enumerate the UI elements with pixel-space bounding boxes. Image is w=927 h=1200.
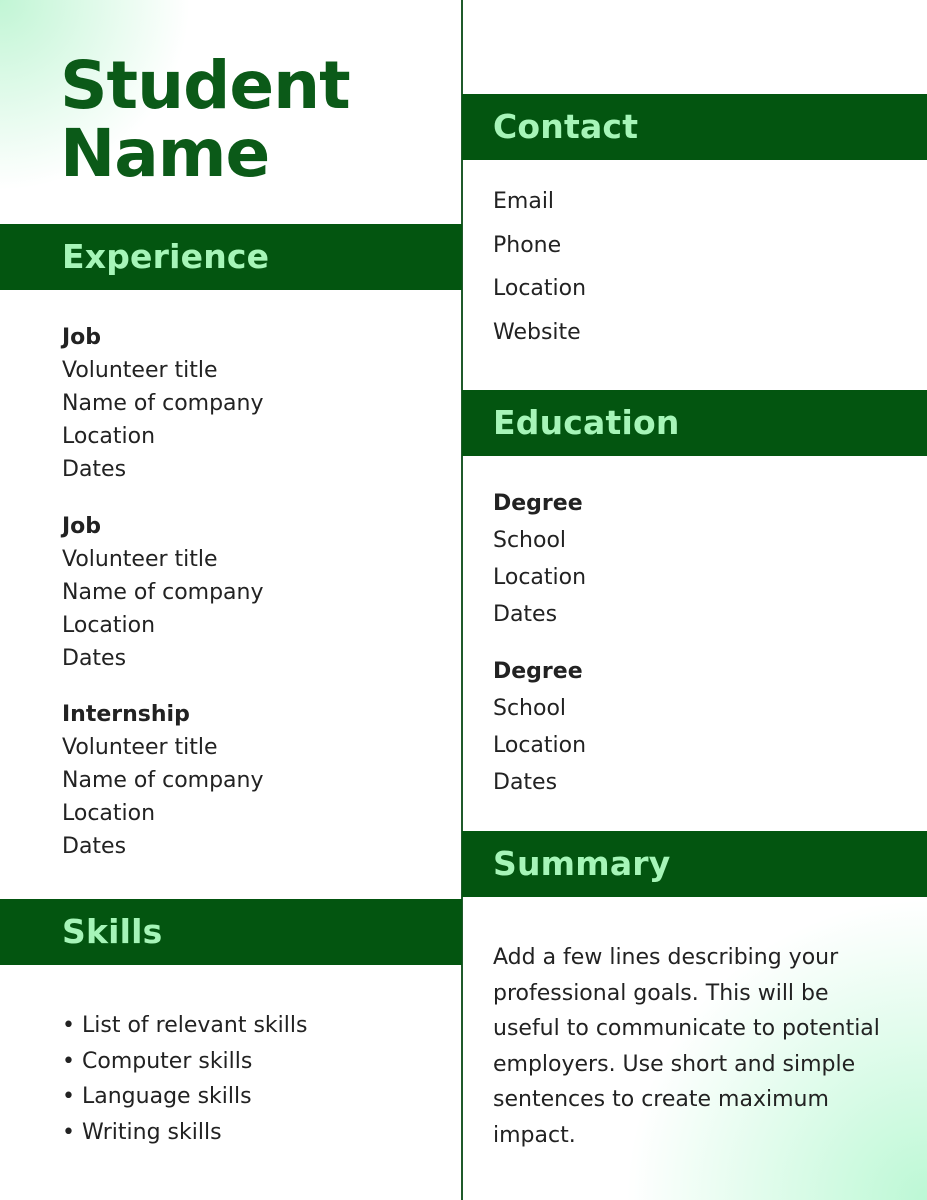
name-line-2: Name (60, 115, 270, 192)
summary-text: Add a few lines describing your professional goals. This will be useful to communicate to potential employers. Use short and simple sentences to create maximum impact. (493, 945, 880, 1148)
skill-label: Writing skills (82, 1119, 222, 1145)
experience-entry-2 (62, 510, 264, 675)
contact-heading: Contact (493, 107, 639, 146)
experience-title: Volunteer title (62, 735, 218, 760)
education-location: Location (493, 733, 587, 758)
experience-location: Location (62, 801, 156, 826)
experience-location: Location (62, 613, 156, 638)
summary-header (462, 831, 927, 897)
contact-website: Website (493, 319, 581, 345)
name-line-1: Student (60, 47, 350, 124)
skill-item (62, 1008, 307, 1044)
education-location: Location (493, 565, 587, 590)
skill-label: List of relevant skills (82, 1013, 308, 1038)
student-name (60, 47, 350, 192)
experience-entry-3 (62, 698, 264, 863)
experience-dates: Dates (62, 834, 127, 859)
experience-type: Internship (62, 702, 190, 727)
skill-item (62, 1115, 307, 1151)
skills-heading: Skills (62, 912, 163, 951)
skill-item (62, 1044, 307, 1080)
skills-list (62, 1008, 307, 1150)
contact-list (493, 180, 586, 354)
experience-company: Name of company (62, 768, 264, 793)
education-heading: Education (493, 403, 680, 442)
education-school: School (493, 528, 567, 553)
bullet-icon: • (62, 1013, 75, 1038)
experience-company: Name of company (62, 391, 264, 416)
experience-location: Location (62, 424, 156, 449)
experience-dates: Dates (62, 646, 127, 671)
experience-entry-1 (62, 321, 264, 486)
experience-header (0, 224, 462, 290)
education-header (462, 390, 927, 456)
experience-title: Volunteer title (62, 547, 218, 572)
skill-label: Language skills (82, 1084, 252, 1109)
skill-item (62, 1079, 307, 1115)
experience-type: Job (62, 325, 102, 350)
education-entry-1 (493, 485, 586, 633)
experience-dates: Dates (62, 457, 127, 482)
bullet-icon: • (62, 1048, 75, 1074)
experience-title: Volunteer title (62, 358, 218, 383)
education-entry-2 (493, 653, 586, 801)
education-school: School (493, 696, 567, 721)
contact-phone: Phone (493, 232, 562, 258)
contact-header (462, 94, 927, 160)
bullet-icon: • (62, 1084, 75, 1109)
bullet-icon: • (62, 1119, 75, 1145)
experience-company: Name of company (62, 580, 264, 605)
skill-label: Computer skills (82, 1048, 253, 1074)
contact-email: Email (493, 189, 555, 214)
skills-header (0, 899, 462, 965)
experience-type: Job (62, 514, 102, 539)
education-dates: Dates (493, 770, 558, 795)
column-divider (461, 0, 463, 1200)
education-dates: Dates (493, 602, 558, 627)
experience-heading: Experience (62, 237, 270, 276)
education-degree: Degree (493, 659, 583, 684)
contact-location: Location (493, 276, 587, 301)
summary-heading: Summary (493, 844, 671, 883)
education-degree: Degree (493, 491, 583, 516)
